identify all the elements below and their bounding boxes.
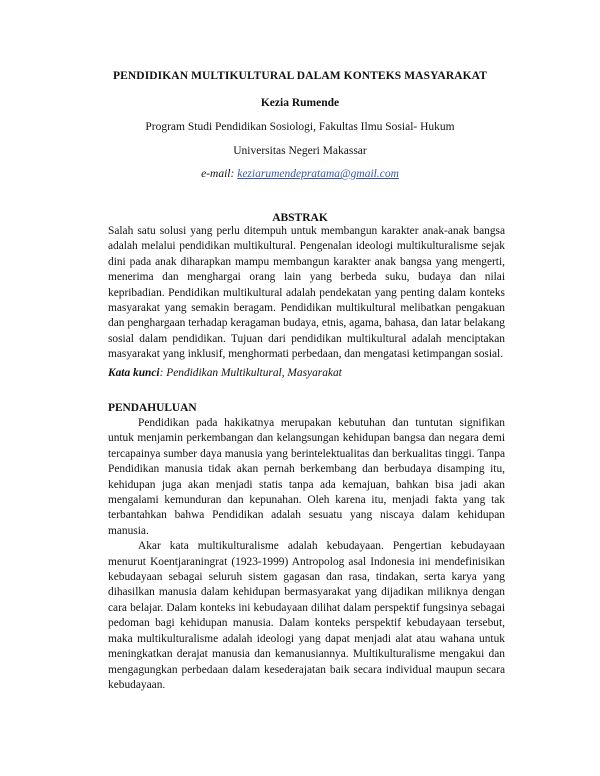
email-label: e-mail:: [201, 168, 235, 180]
keywords-value: : Pendidikan Multikultural, Masyarakat: [159, 367, 342, 379]
keywords-line: [108, 367, 505, 379]
email-link[interactable]: keziarumendepratama@gmail.com: [237, 168, 399, 180]
intro-paragraph: Akar kata multikulturalisme adalah kebudayaan. Pengertian kebudayaan menurut Koentjaraningrat (1923-1999) Antropolog asal Indonesia ini mendefinisikan kebudayaan sebagai seluruh sistem gagasan dan rasa, tindakan, serta karya yang dihasilkan manusia dalam kehidupan bermasyarakat yang dijadikan miliknya dengan cara belajar. Dalam konteks ini kebudayaan dilihat dalam perspektif fungsinya sebagai pedoman bagi kehidupan manusia. Dalam konteks perspektif kebudayaan tersebut, maka multikulturalisme adalah ideologi yang dapat menjadi alat atau wahana untuk meningkatkan derajat manusia dan kemanusiannya. Multikulturalisme mengakui dan mengagungkan perbedaan dalam kesederajatan baik secara individual maupun secara kebudayaan.: [108, 540, 505, 691]
affiliation-university: Universitas Negeri Makassar: [233, 145, 367, 157]
keywords-label: Kata kunci: [108, 367, 160, 379]
intro-paragraph: Pendidikan pada hakikatnya merupakan kebutuhan dan tuntutan signifikan untuk menjamin perkembangan dan kelangsungan kehidupan bangsa dan negara demi tercapainya sumber daya manusia yang berintelektualitas dan berkualitas tinggi. Tanpa Pendidikan manusia tidak akan pernah berkembang dan berbudaya disamping itu, kehidupan juga akan menjadi statis tanpa ada kemajuan, bahkan bisa jadi akan mengalami kemunduran dan kepunahan. Oleh karena itu, menjadi fakta yang tak terbantahkan bahwa Pendidikan adalah sesuatu yang niscaya dalam kehidupan manusia.: [108, 417, 505, 537]
author-name: Kezia Rumende: [260, 97, 340, 109]
paper-title: PENDIDIKAN MULTIKULTURAL DALAM KONTEKS MASYARAKAT: [112, 70, 488, 82]
intro-body: [108, 416, 505, 693]
intro-heading: PENDAHULUAN: [108, 402, 197, 414]
abstract-heading: ABSTRAK: [272, 212, 328, 224]
affiliation-program: Program Studi Pendidikan Sosiologi, Fakultas Ilmu Sosial- Hukum: [145, 121, 455, 133]
abstract-text: Salah satu solusi yang perlu ditempuh untuk membangun karakter anak-anak bangsa adalah melalui pendidikan multikultural. Pengenalan ideologi multikulturalisme sejak dini pada anak diharapkan mampu membangun karakter anak bangsa yang mengerti, menerima dan menghargai orang lain yang berbeda suku, budaya dan nilai kepribadian. Pendidikan multikultural adalah pendekatan yang penting dalam konteks masyarakat yang semakin beragam. Pendidikan multikultural melibatkan pengakuan dan penghargaan terhadap keragaman budaya, etnis, agama, bahasa, dan latar belakang sosial dalam pendidikan. Tujuan dari pendidikan multikultural adalah menciptakan masyarakat yang inklusif, menghormati perbedaan, dan mengatasi ketimpangan sosial.: [108, 225, 505, 361]
email-line: [0, 167, 600, 181]
